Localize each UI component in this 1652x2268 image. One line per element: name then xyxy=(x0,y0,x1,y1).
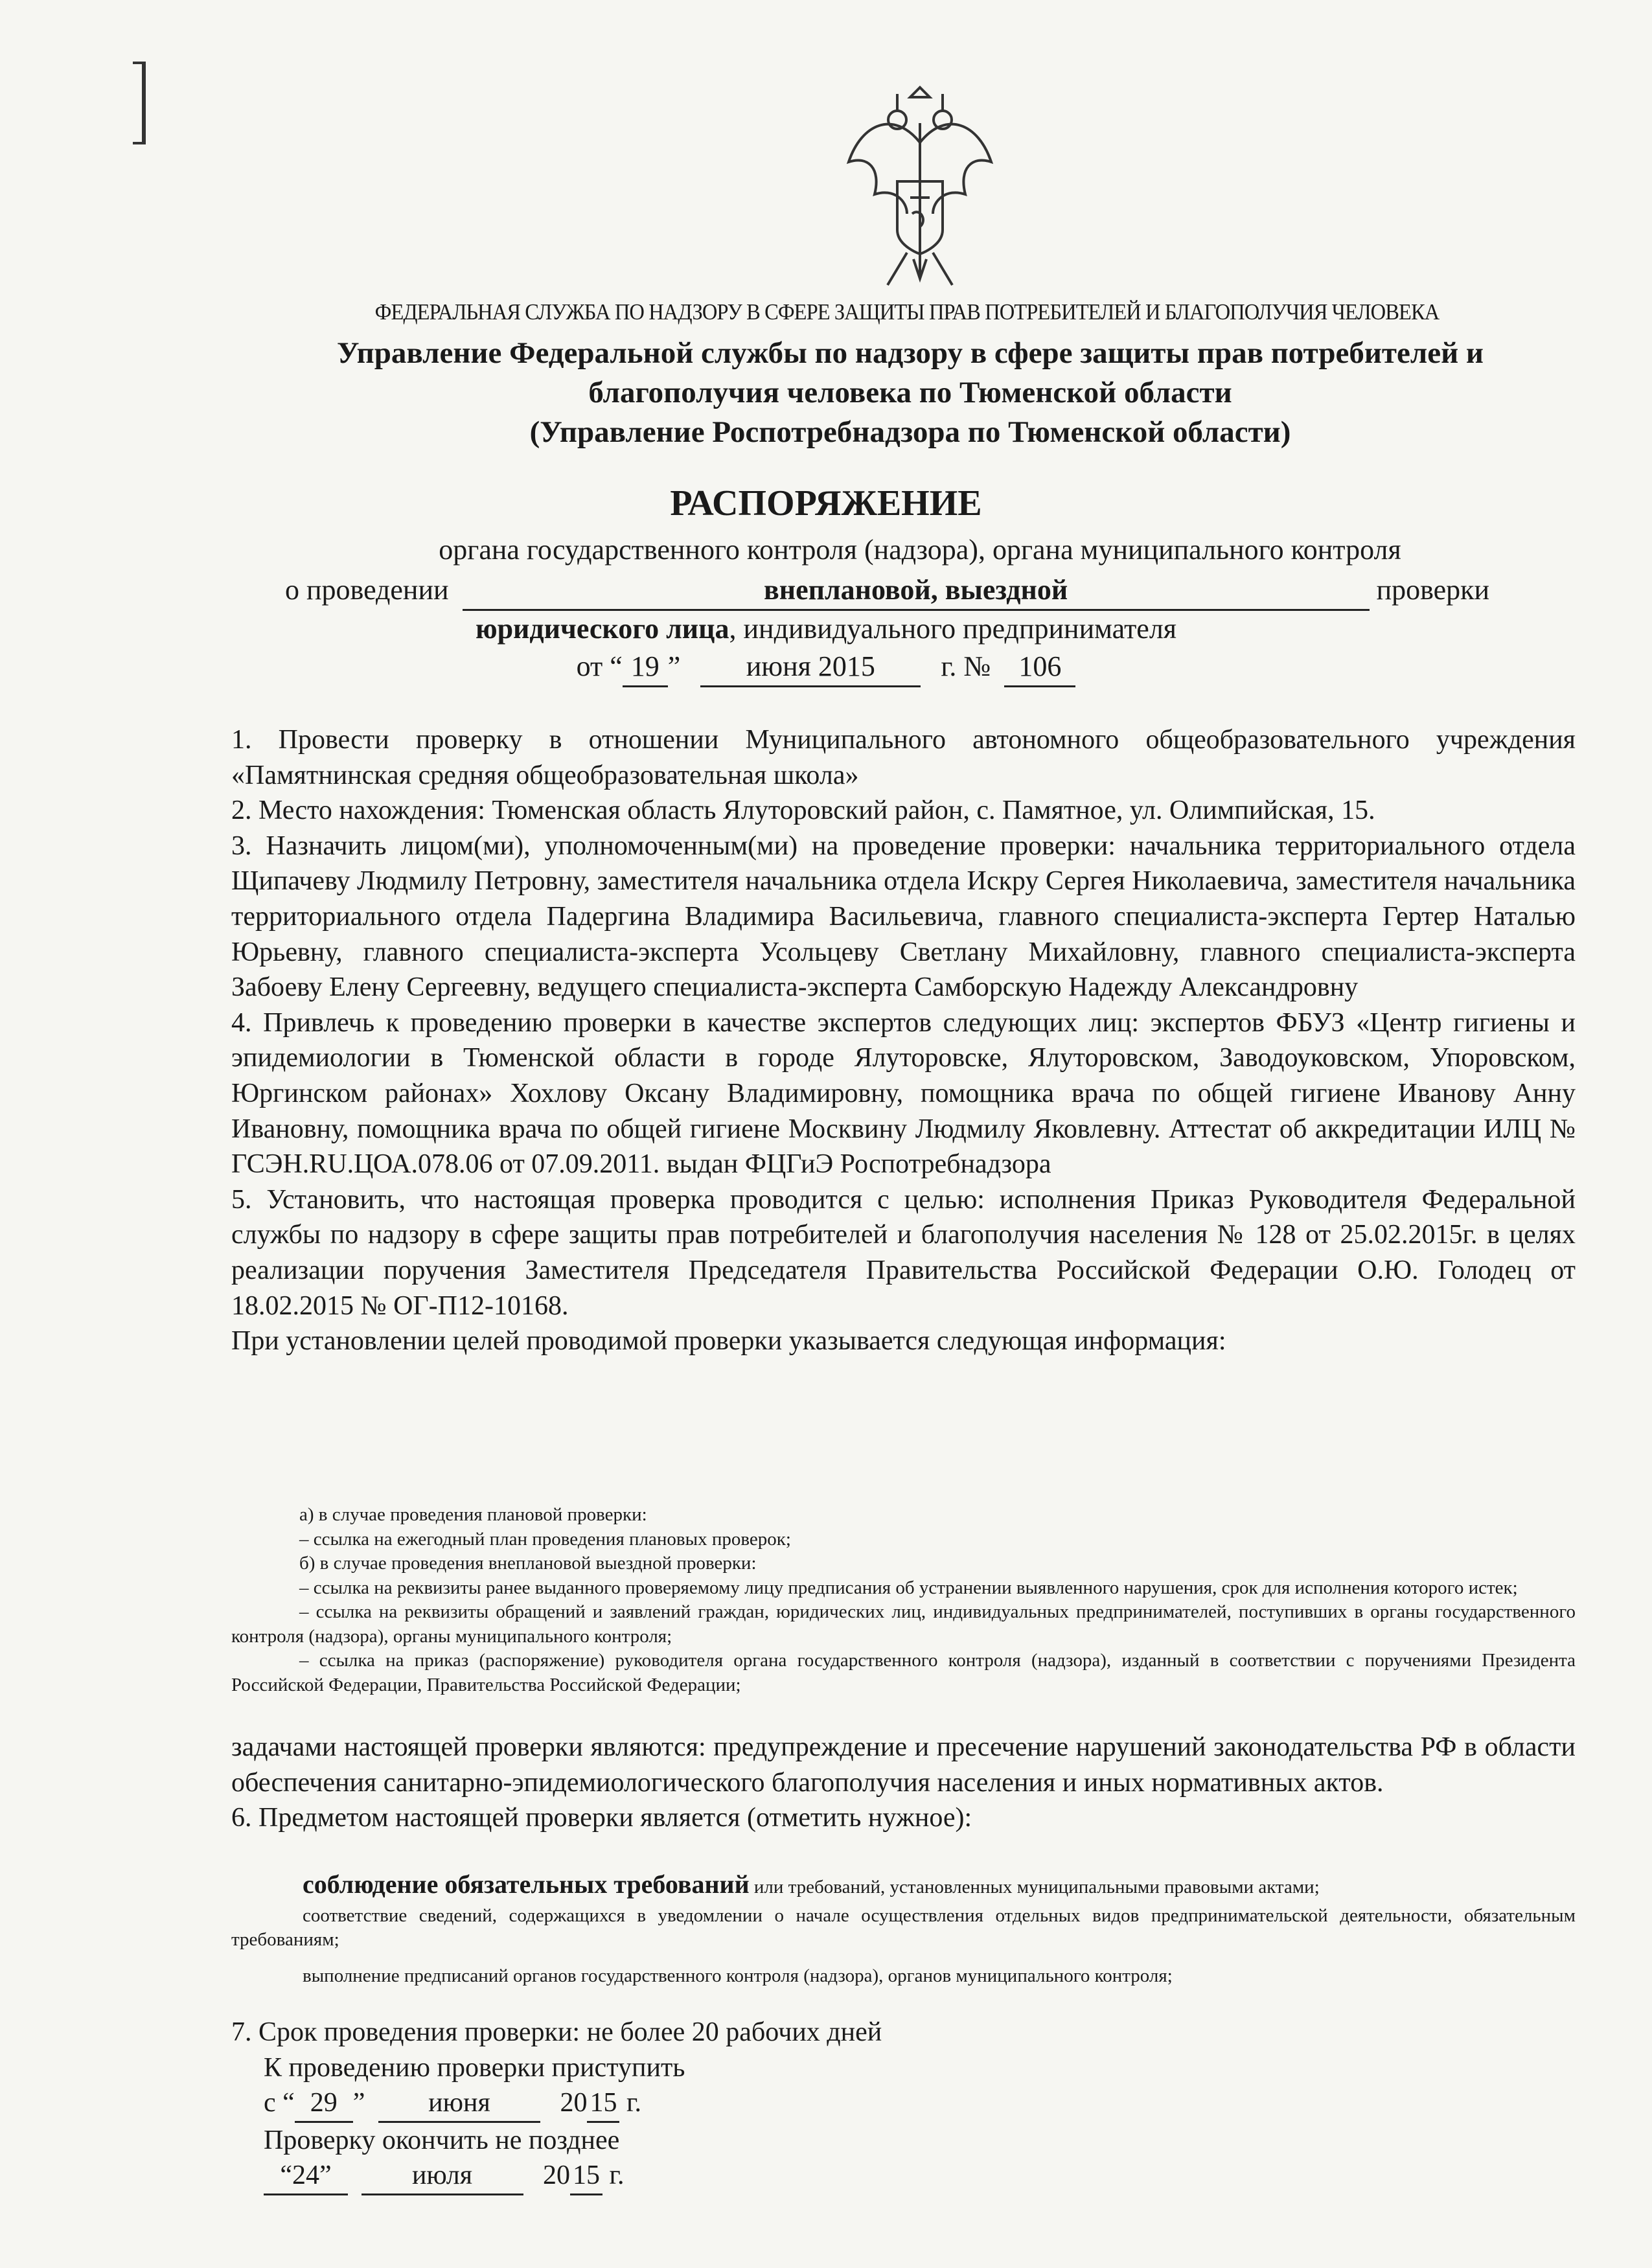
date-month-year: июня 2015 xyxy=(700,648,921,687)
start-century: 20 xyxy=(560,2088,588,2118)
note-b: б) в случае проведения внеплановой выездной проверки: xyxy=(299,1553,757,1574)
document-date-number xyxy=(0,648,1652,687)
inspection-type-field: внеплановой, выездной xyxy=(463,571,1370,611)
date-prefix: от “ xyxy=(576,650,623,682)
end-prefix: “ xyxy=(280,2160,292,2191)
start-date xyxy=(231,2085,1576,2123)
document-number: 106 xyxy=(1004,648,1075,687)
start-prefix: с “ xyxy=(264,2088,295,2118)
subject-line xyxy=(0,610,1652,648)
item-6: 6. Предметом настоящей проверки является (отметить нужное): xyxy=(231,1803,972,1833)
end-day: 24 xyxy=(292,2160,319,2191)
end-suffix: г. xyxy=(609,2160,625,2191)
item-7: 7. Срок проведения проверки: не более 20 рабочих дней xyxy=(231,2017,882,2047)
subject-options xyxy=(231,1872,1576,1988)
date-quote: ” xyxy=(667,650,681,682)
subject-bold: юридического лица xyxy=(475,613,729,645)
subject-option-1-rest: или требований, установленных муниципальными правовыми актами; xyxy=(749,1877,1320,1897)
notes-block xyxy=(231,1503,1576,1697)
note-a: а) в случае проведения плановой проверки: xyxy=(299,1504,647,1525)
item-2: 2. Место нахождения: Тюменская область Ялуторовский район, с. Памятное, ул. Олимпийская, 15. xyxy=(231,796,1375,826)
item-1: 1. Провести проверку в отношении Муниципального автономного общеобразовательного учреждения «Памятнинская средняя общеобразовательная школа» xyxy=(231,725,1576,790)
item-4: 4. Привлечь к проведению проверки в качестве экспертов следующих лиц: экспертов ФБУЗ «Центр гигиены и эпидемиологии в Тюменской области в городе Ялуторовске, Ялуторовском, Заводоуковском, Упоровском, Юргинском районах» Хохлову Оксану Владимировну, помощника врача по общей гигиене Иванову Анну Ивановну, помощника врача по общей гигиене Москвину Людмилу Яковлевну. Аттестат об аккредитации ИЛЦ № ГСЭН.RU.ЦОА.078.06 от 07.09.2011. выдан ФЦГиЭ Роспотребнадзора xyxy=(231,1007,1576,1180)
org-line-3: (Управление Роспотребнадзора по Тюменской области) xyxy=(529,415,1291,449)
end-day-field xyxy=(264,2158,348,2195)
coat-of-arms-emblem-icon xyxy=(836,84,1004,298)
subject-rest: , индивидуального предпринимателя xyxy=(729,613,1177,645)
org-line-2: благополучия человека по Тюменской области xyxy=(588,376,1232,409)
organization-name xyxy=(246,334,1574,452)
page-mark xyxy=(133,62,146,144)
end-month: июля xyxy=(361,2158,523,2195)
agency-header: ФЕДЕРАЛЬНАЯ СЛУЖБА ПО НАДЗОРУ В СФЕРЕ ЗАЩИТЫ ПРАВ ПОТРЕБИТЕЛЕЙ И БЛАГОПОЛУЧИЯ ЧЕЛОВЕКА xyxy=(374,299,1440,325)
date-day: 19 xyxy=(623,648,668,687)
subject-option-2: соответствие сведений, содержащихся в уведомлении о начале осуществления отдельных видов предпринимательской деятельности, обязательным требованиям; xyxy=(231,1905,1576,1950)
subject-option-3: выполнение предписаний органов государственного контроля (надзора), органов муниципального контроля; xyxy=(303,1965,1173,1986)
end-label: Проверку окончить не позднее xyxy=(264,2125,620,2155)
number-label: г. № xyxy=(941,650,991,682)
start-label: К проведению проверки приступить xyxy=(264,2052,685,2083)
subject-option-1 xyxy=(231,1872,1576,1900)
tasks-block xyxy=(231,1730,1576,1836)
inspection-word: проверки xyxy=(1376,574,1490,606)
end-century: 20 xyxy=(543,2160,570,2191)
note-b1: – ссылка на реквизиты ранее выданного проверяемому лицу предписания об устранении выявленного нарушения, срок для исполнения которого истек; xyxy=(299,1577,1518,1598)
item-5: 5. Установить, что настоящая проверка проводится с целью: исполнения Приказ Руководителя Федеральной службы по надзору в сфере защиты прав потребителей и благополучия населения № 128 от 25.02.2015г. в целях реализации поручения Заместителя Председателя Правительства Российской Федерации О.Ю. Голодец от 18.02.2015 № ОГ-П12-10168. xyxy=(231,1184,1576,1321)
start-year: 15 xyxy=(587,2085,619,2123)
start-suffix: г. xyxy=(626,2088,641,2118)
note-a1: – ссылка на ежегодный план проведения плановых проверок; xyxy=(299,1528,791,1550)
document-title: РАСПОРЯЖЕНИЕ xyxy=(670,483,982,523)
info-intro: При установлении целей проводимой проверки указывается следующая информация: xyxy=(231,1326,1226,1357)
end-date xyxy=(231,2158,1576,2195)
title-line1: органа государственного контроля (надзора), органа муниципального контроля xyxy=(439,534,1401,566)
about-label: о проведении xyxy=(285,574,449,606)
subject-option-1-bold: соблюдение обязательных требований xyxy=(303,1870,750,1899)
start-day: 29 xyxy=(295,2085,353,2123)
tasks-text: задачами настоящей проверки являются: предупреждение и пресечение нарушений законодательства РФ в области обеспечения санитарно-эпидемиологического благополучия населения и иных нормативных актов. xyxy=(231,1732,1576,1798)
org-line-1: Управление Федеральной службы по надзору в сфере защиты прав потребителей и xyxy=(336,336,1484,370)
end-quote: ” xyxy=(319,2160,332,2191)
start-quote: ” xyxy=(352,2088,365,2118)
main-body xyxy=(231,722,1576,1359)
note-b3: – ссылка на приказ (распоряжение) руководителя органа государственного контроля (надзора), изданный в соответствии с поручениями Президента Российской Федерации, Правительства Российской Федерации; xyxy=(231,1650,1576,1695)
note-b2: – ссылка на реквизиты обращений и заявлений граждан, юридических лиц, индивидуальных предпринимателей, поступивших в органы государственного контроля (надзора), органы муниципального контроля; xyxy=(231,1601,1576,1647)
end-year: 15 xyxy=(570,2158,602,2195)
start-month: июня xyxy=(378,2085,540,2123)
term-block xyxy=(231,2015,1576,2195)
inspection-type-line xyxy=(285,571,1548,611)
item-3: 3. Назначить лицом(ми), уполномоченным(ми) на проведение проверки: начальника территориального отдела Щипачеву Людмилу Петровну, заместителя начальника отдела Искру Сергея Николаевича, заместителя начальника территориального отдела Падергина Владимира Васильевича, главного специалиста-эксперта Гертер Наталью Юрьевну, главного специалиста-эксперта Усольцеву Светлану Михайловну, главного специалиста-эксперта Забоеву Елену Сергеевну, ведущего специалиста-эксперта Самборскую Надежду Александровну xyxy=(231,830,1576,1003)
